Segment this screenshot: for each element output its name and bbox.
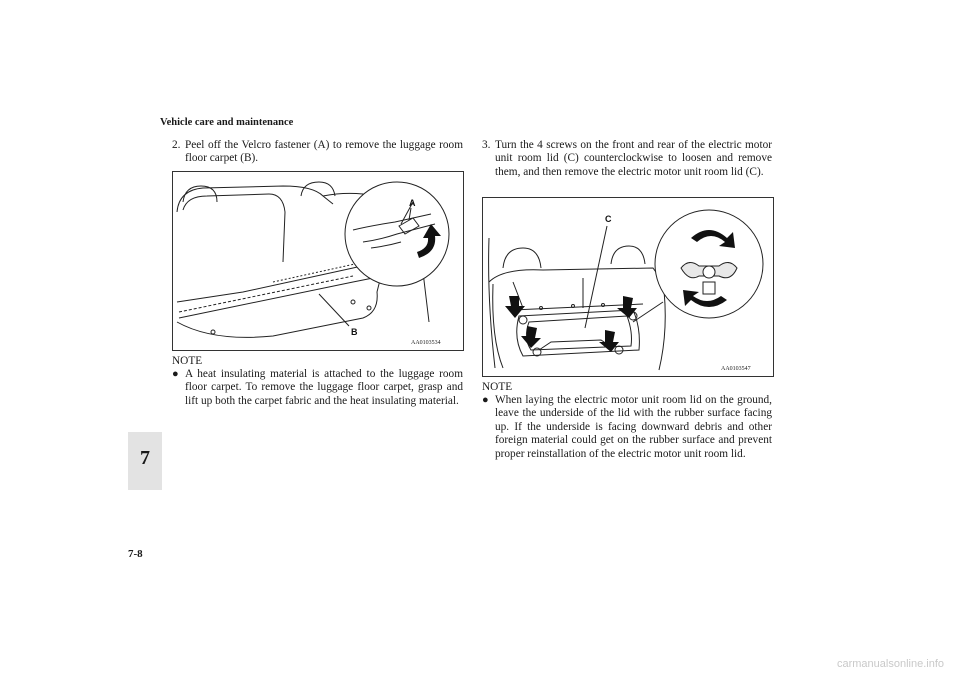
figure-carpet-removal [172, 171, 464, 351]
note-right [482, 394, 772, 461]
note-heading-left: NOTE [172, 355, 203, 367]
step-2-number: 2. [172, 139, 181, 151]
bullet-icon: ● [172, 368, 179, 380]
figure-lid-removal [482, 197, 774, 377]
bullet-icon: ● [482, 394, 489, 406]
section-header: Vehicle care and maintenance [160, 117, 294, 128]
step-2 [172, 139, 463, 166]
figure-code: AA0103547 [721, 366, 751, 372]
watermark: carmanualsonline.info [836, 658, 944, 670]
callout-b: B [351, 327, 358, 337]
note-left-text: A heat insulating material is attached to the luggage room floor carpet. To remove the luggage floor carpet, grasp and lift up both the carpet fabric and the heat insulating material. [185, 368, 463, 407]
note-left [172, 368, 463, 408]
carpet-removal-illustration [173, 172, 463, 350]
step-3-number: 3. [482, 139, 491, 151]
note-right-text: When laying the electric motor unit room lid on the ground, leave the underside of the lid with the rubber surface facing up. If the underside is facing downward debris and other foreign material could get on the rubber surface and prevent proper reinstallation of the electric motor unit room lid. [495, 394, 772, 460]
callout-a: A [409, 198, 416, 208]
page-number: 7-8 [128, 548, 143, 560]
figure-code: AA0103534 [411, 340, 441, 346]
step-3-text: Turn the 4 screws on the front and rear of the electric motor unit room lid (C) counterclockwise to loosen and remove them, and then remove the electric motor unit room lid (C). [495, 139, 772, 178]
step-2-text: Peel off the Velcro fastener (A) to remove the luggage room floor carpet (B). [185, 139, 463, 165]
chapter-tab-number: 7 [140, 447, 150, 469]
note-heading-right: NOTE [482, 381, 513, 393]
callout-c: C [605, 214, 612, 224]
lid-removal-illustration [483, 198, 773, 376]
chapter-tab [128, 432, 162, 490]
step-3 [482, 139, 772, 179]
